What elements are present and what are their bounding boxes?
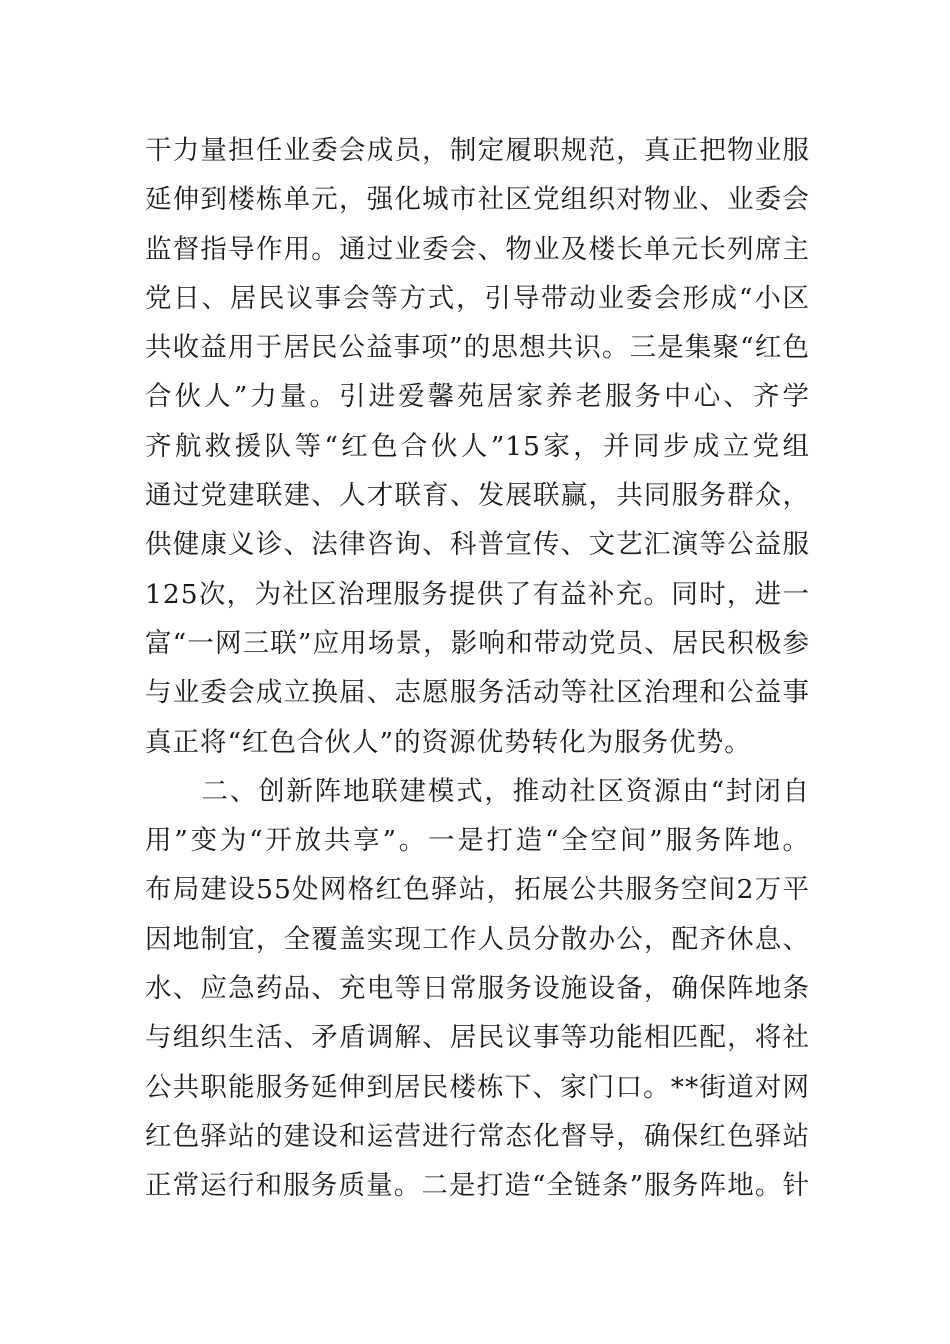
text-line: 共收益用于居民公益事项”的思想共识。三是集聚“红色: [145, 332, 810, 364]
text-line: 布局建设55处网格红色驿站，拓展公共服务空间2万平: [145, 874, 810, 906]
text-line: 水、应急药品、充电等日常服务设施设备，确保阵地条: [145, 973, 810, 1005]
text-line: 党日、居民议事会等方式，引导带动业委会形成“小区: [145, 282, 810, 314]
text-line: 延伸到楼栋单元，强化城市社区党组织对物业、业委会: [145, 184, 810, 216]
text-line: 因地制宜，全覆盖实现工作人员分散办公，配齐休息、: [145, 923, 810, 955]
text-line: 红色驿站的建设和运营进行常态化督导，确保红色驿站: [145, 1120, 810, 1152]
text-line: 干力量担任业委会成员，制定履职规范，真正把物业服: [145, 135, 810, 166]
text-line: 公共职能服务延伸到居民楼栋下、家门口。**街道对网: [145, 1071, 810, 1103]
text-line: 正常运行和服务质量。二是打造“全链条”服务阵地。针: [145, 1170, 810, 1202]
text-line: 与业委会成立换届、志愿服务活动等社区治理和公益事: [145, 677, 810, 709]
body-text: [145, 126, 810, 1211]
text-line: 监督指导作用。通过业委会、物业及楼长单元长列席主: [145, 233, 810, 265]
text-line: 供健康义诊、法律咨询、科普宣传、文艺汇演等公益服: [145, 529, 810, 561]
text-line: 用”变为“开放共享”。一是打造“全空间”服务阵地。: [145, 825, 810, 857]
text-line: 齐航救援队等“红色合伙人”15家，并同步成立党组: [145, 430, 810, 462]
text-line: 合伙人”力量。引进爱馨苑居家养老服务中心、齐学: [145, 381, 810, 413]
text-line: 富“一网三联”应用场景，影响和带动党员、居民积极参: [145, 627, 810, 659]
text-line: 真正将“红色合伙人”的资源优势转化为服务优势。: [145, 726, 752, 758]
text-line: 与组织生活、矛盾调解、居民议事等功能相匹配，将社: [145, 1022, 810, 1054]
paragraph-heading-line: 二、创新阵地联建模式，推动社区资源由“封闭自: [145, 775, 810, 807]
text-line: 125次，为社区治理服务提供了有益补充。同时，进一: [145, 578, 810, 610]
text-line: 通过党建联建、人才联育、发展联赢，共同服务群众，: [145, 480, 810, 512]
